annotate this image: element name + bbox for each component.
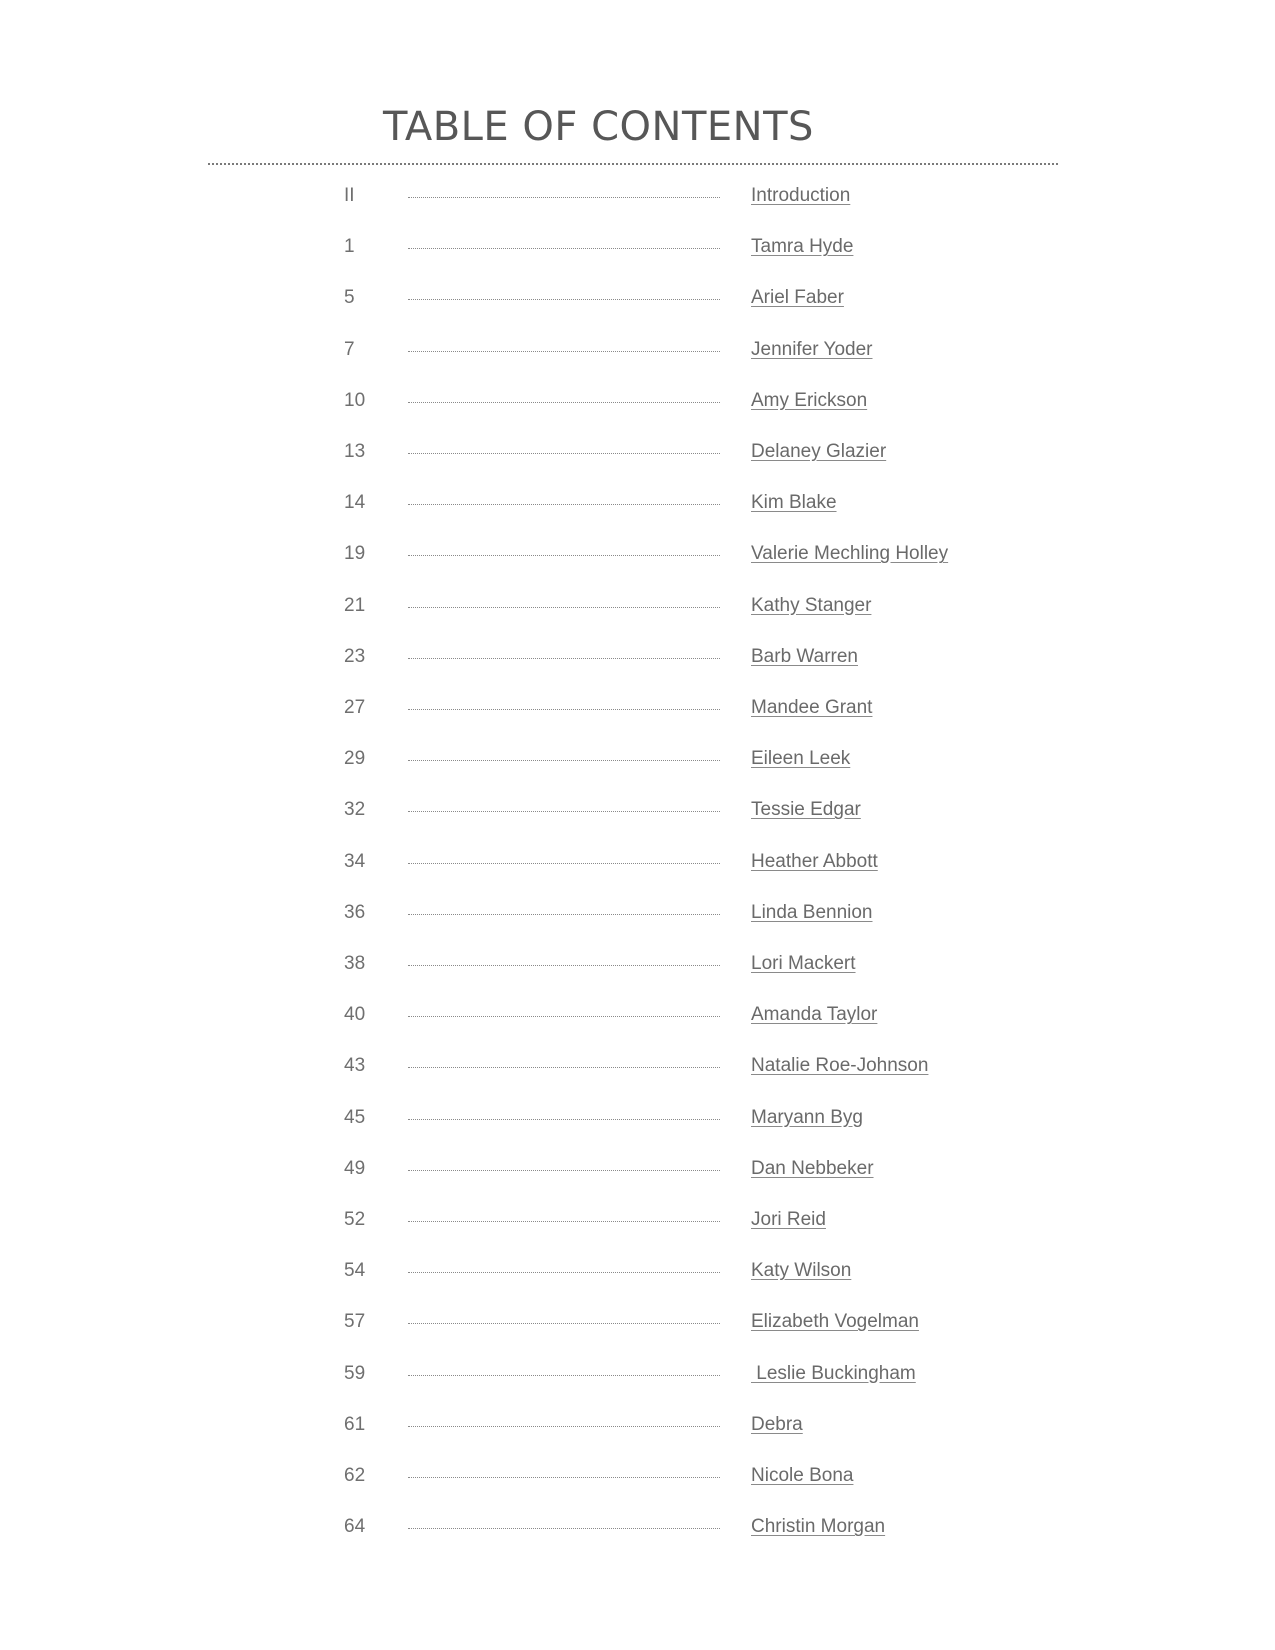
toc-entry-link[interactable]: Amy Erickson	[751, 389, 868, 411]
toc-page-number: 38	[344, 953, 366, 974]
toc-dot-leader	[408, 863, 720, 864]
toc-entry	[330, 534, 1050, 574]
toc-page-number: 1	[344, 236, 355, 258]
toc-entry-link[interactable]: Kim Blake	[751, 492, 837, 514]
toc-entry	[330, 1200, 1050, 1240]
toc-entry	[330, 1405, 1050, 1445]
toc-entry-link[interactable]: Linda Bennion	[751, 901, 873, 923]
toc-entry-link[interactable]: Tamra Hyde	[751, 236, 854, 258]
toc-entry-link[interactable]: Eileen Leek	[751, 748, 851, 770]
toc-dot-leader	[408, 811, 720, 812]
toc-dot-leader	[408, 914, 720, 915]
toc-entry-link[interactable]: Ariel Faber	[751, 287, 844, 309]
toc-entry	[330, 1046, 1050, 1086]
toc-entry	[330, 381, 1050, 421]
toc-page-number: 32	[344, 799, 366, 821]
page-title: TABLE OF CONTENTS	[383, 104, 814, 150]
toc-page-number: 29	[344, 748, 366, 770]
toc-dot-leader	[408, 760, 720, 761]
toc-entry-link[interactable]: Elizabeth Vogelman	[751, 1311, 919, 1333]
toc-page-number: 52	[344, 1209, 366, 1230]
toc-entry	[330, 432, 1050, 472]
toc-dot-leader	[408, 555, 720, 556]
toc-dot-leader	[408, 1067, 720, 1068]
toc-entry-link[interactable]: Leslie Buckingham	[751, 1362, 916, 1384]
toc-dot-leader	[408, 1528, 720, 1529]
toc-page-number: 27	[344, 697, 366, 718]
toc-entry-link[interactable]: Jennifer Yoder	[751, 338, 873, 360]
toc-entry	[330, 944, 1050, 984]
toc-entry-link[interactable]: Lori Mackert	[751, 953, 856, 974]
toc-entry-link[interactable]: Nicole Bona	[751, 1465, 854, 1486]
toc-entry	[330, 842, 1050, 882]
toc-entry	[330, 688, 1050, 728]
toc-dot-leader	[408, 1323, 720, 1324]
toc-page-number: 7	[344, 338, 355, 360]
toc-entry-link[interactable]: Katy Wilson	[751, 1260, 852, 1282]
toc-entry	[330, 637, 1050, 677]
toc-dot-leader	[408, 402, 720, 403]
toc-entry-link[interactable]: Mandee Grant	[751, 697, 873, 718]
toc-entry	[330, 176, 1050, 216]
toc-entry	[330, 278, 1050, 318]
toc-entry	[330, 1251, 1050, 1291]
toc-page-number: 34	[344, 850, 366, 872]
toc-page-number: 21	[344, 594, 366, 616]
toc-entry-link[interactable]: Barb Warren	[751, 645, 858, 667]
toc-entry-link[interactable]: Dan Nebbeker	[751, 1157, 874, 1179]
toc-page-number: 5	[344, 287, 355, 309]
toc-page-number: 64	[344, 1516, 366, 1538]
toc-entry	[330, 790, 1050, 830]
toc-entry	[330, 995, 1050, 1035]
toc-entry	[330, 330, 1050, 370]
toc-page-number: 10	[344, 389, 366, 411]
toc-dot-leader	[408, 504, 720, 505]
toc-dot-leader	[408, 248, 720, 249]
toc-entry-link[interactable]: Natalie Roe-Johnson	[751, 1055, 929, 1077]
toc-dot-leader	[408, 1016, 720, 1017]
toc-dot-leader	[408, 1119, 720, 1120]
toc-entry-link[interactable]: Tessie Edgar	[751, 799, 861, 821]
toc-entry-link[interactable]: Heather Abbott	[751, 850, 878, 872]
toc-entry-link[interactable]: Maryann Byg	[751, 1106, 863, 1128]
toc-entry-link[interactable]: Delaney Glazier	[751, 441, 887, 462]
toc-page-number: 23	[344, 645, 366, 667]
toc-entry	[330, 893, 1050, 933]
toc-dot-leader	[408, 709, 720, 710]
toc-entry-link[interactable]: Amanda Taylor	[751, 1004, 878, 1026]
toc-page-number: 54	[344, 1260, 366, 1282]
toc-page-number: II	[344, 185, 355, 206]
toc-entry	[330, 1354, 1050, 1394]
toc-page-number: 19	[344, 543, 366, 565]
toc-page-number: 14	[344, 492, 366, 514]
toc-entry	[330, 1507, 1050, 1547]
toc-entry-link[interactable]: Introduction	[751, 185, 851, 206]
toc-entry-link[interactable]: Debra	[751, 1413, 803, 1435]
toc-page-number: 59	[344, 1362, 366, 1384]
toc-entry-link[interactable]: Kathy Stanger	[751, 594, 872, 616]
toc-page-number: 40	[344, 1004, 366, 1026]
toc-page-number: 36	[344, 901, 366, 923]
toc-page-number: 45	[344, 1106, 366, 1128]
toc-dot-leader	[408, 453, 720, 454]
toc-page-number: 62	[344, 1465, 366, 1486]
toc-entry	[330, 483, 1050, 523]
toc-dot-leader	[408, 1375, 720, 1376]
toc-page-number: 49	[344, 1157, 366, 1179]
toc-dot-leader	[408, 197, 720, 198]
toc-page-number: 43	[344, 1055, 366, 1077]
toc-entry	[330, 1098, 1050, 1138]
toc-entry-link[interactable]: Jori Reid	[751, 1209, 826, 1230]
toc-dot-leader	[408, 658, 720, 659]
toc-dot-leader	[408, 1426, 720, 1427]
toc-dot-leader	[408, 965, 720, 966]
toc-dot-leader	[408, 299, 720, 300]
toc-page-number: 13	[344, 441, 366, 462]
toc-dot-leader	[408, 1170, 720, 1171]
toc-entry	[330, 586, 1050, 626]
toc-entry	[330, 1149, 1050, 1189]
toc-entry-link[interactable]: Valerie Mechling Holley	[751, 543, 949, 565]
toc-dot-leader	[408, 351, 720, 352]
toc-entry	[330, 739, 1050, 779]
toc-page-number: 57	[344, 1311, 366, 1333]
toc-dot-leader	[408, 607, 720, 608]
toc-entry-link[interactable]: Christin Morgan	[751, 1516, 886, 1538]
toc-dot-leader	[408, 1477, 720, 1478]
toc-entry	[330, 1302, 1050, 1342]
toc-page-number: 61	[344, 1413, 366, 1435]
toc-entry	[330, 1456, 1050, 1496]
toc-entry	[330, 227, 1050, 267]
toc-dot-leader	[408, 1221, 720, 1222]
toc-dot-leader	[408, 1272, 720, 1273]
